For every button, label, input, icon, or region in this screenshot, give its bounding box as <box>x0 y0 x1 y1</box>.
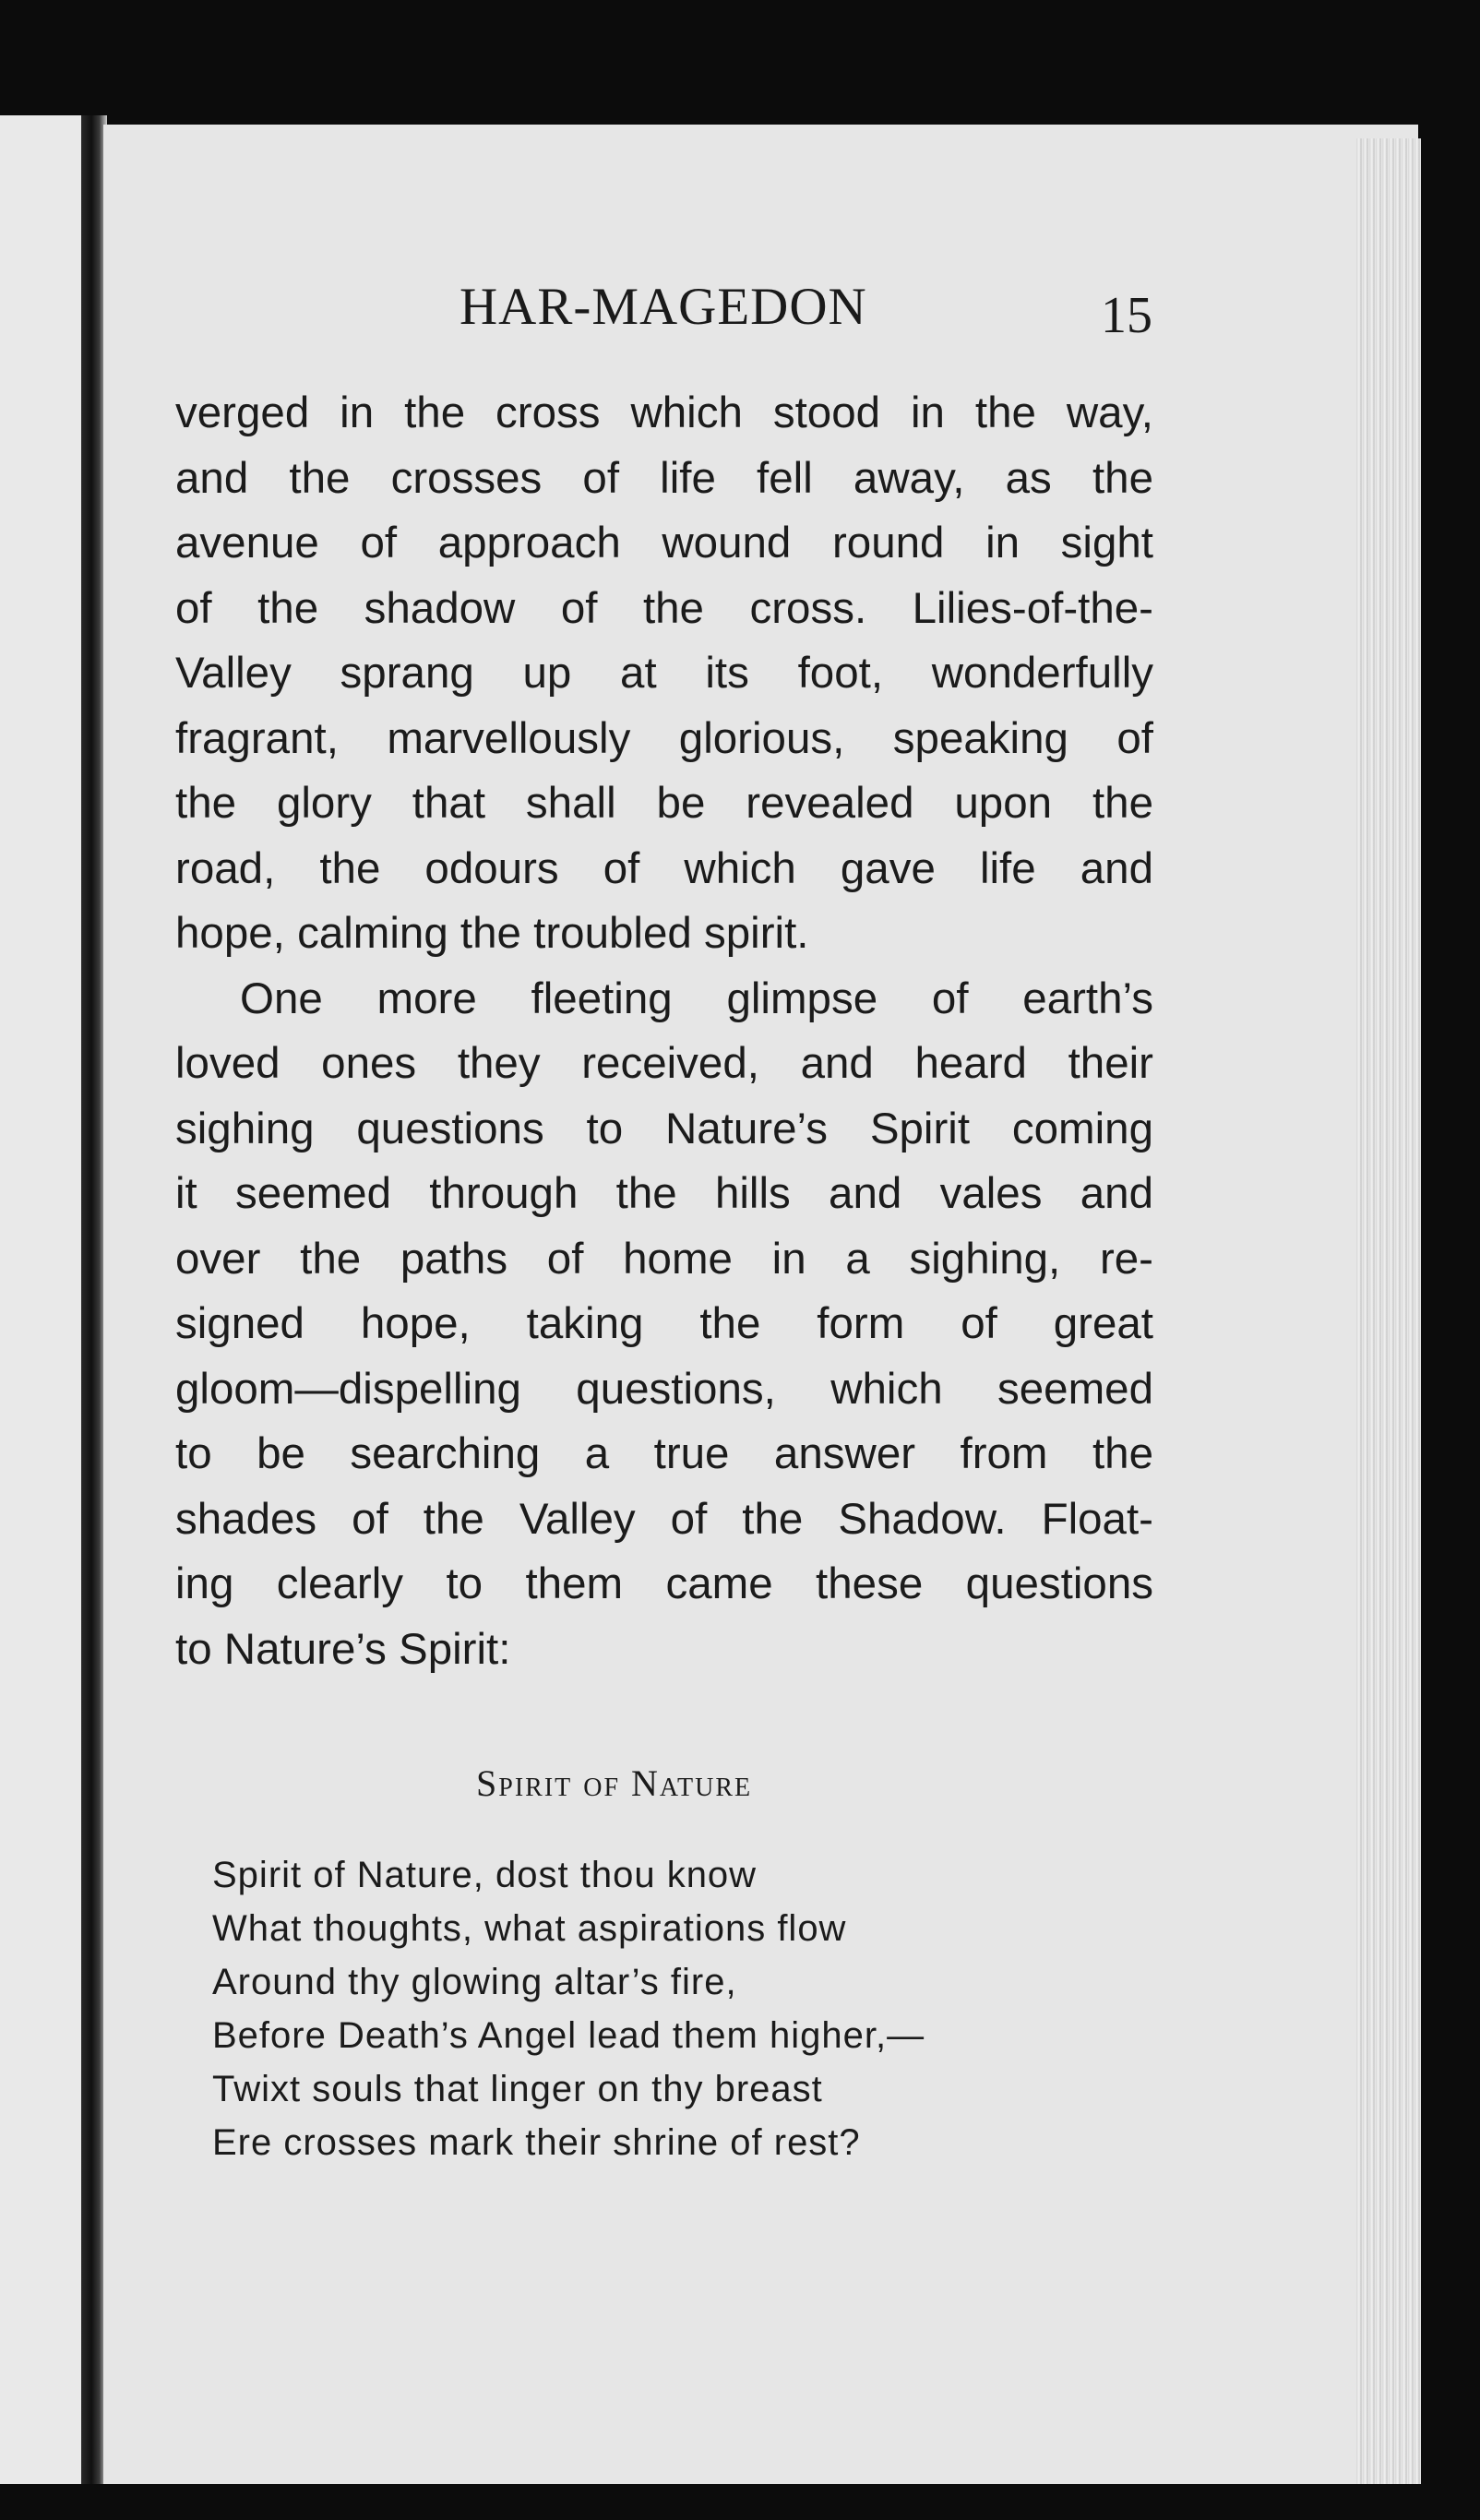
poem-line: What thoughts, what aspirations flow <box>212 1908 847 1949</box>
text-line: shades of the Valley of the Shadow. Float- <box>175 1494 1153 1544</box>
text-line: and the crosses of life fell away, as the <box>175 453 1153 503</box>
text-line: to Nature’s Spirit: <box>175 1624 511 1674</box>
text-line: it seemed through the hills and vales and <box>175 1169 1153 1218</box>
text-line: ing clearly to them came these questions <box>175 1559 1153 1608</box>
text-line: loved ones they received, and heard their <box>175 1039 1153 1088</box>
poem-line: Spirit of Nature, dost thou know <box>212 1855 758 1895</box>
poem <box>212 1848 925 2169</box>
page-stack-edge <box>1356 138 1421 2487</box>
text-line: road, the odours of which gave life and <box>175 843 1153 893</box>
text-line: the glory that shall be revealed upon the <box>175 779 1153 828</box>
body-text <box>175 381 1153 1682</box>
poem-line: Ere crosses mark their shrine of rest? <box>212 2122 861 2163</box>
text-line: gloom—dispelling questions, which seemed <box>175 1364 1153 1414</box>
page-number: 15 <box>1101 287 1152 344</box>
text-line: sighing questions to Nature’s Spirit coming <box>175 1104 1153 1153</box>
running-head: HAR-MAGEDON <box>460 278 867 336</box>
text-line: One more fleeting glimpse of earth’s <box>240 973 1153 1023</box>
facing-page-edge <box>0 115 88 2485</box>
text-line: avenue of approach wound round in sight <box>175 519 1153 567</box>
text-line: fragrant, marvellously glorious, speaking of <box>175 713 1153 763</box>
text-line: to be searching a true answer from the <box>175 1429 1153 1478</box>
text-line: of the shadow of the cross. Lilies-of-the- <box>175 583 1153 633</box>
text-line: signed hope, taking the form of great <box>175 1299 1153 1348</box>
poem-title: Spirit of Nature <box>476 1762 753 1804</box>
poem-line: Around thy glowing altar’s fire, <box>212 1962 737 2002</box>
text-line: Valley sprang up at its foot, wonderfully <box>175 649 1153 698</box>
scan-border <box>0 2484 1480 2520</box>
text-line: verged in the cross which stood in the way, <box>175 388 1153 437</box>
poem-line: Twixt souls that linger on thy breast <box>212 2069 823 2109</box>
text-line: over the paths of home in a sighing, re- <box>175 1234 1153 1284</box>
poem-line: Before Death’s Angel lead them higher,— <box>212 2015 925 2056</box>
text-line: hope, calming the troubled spirit. <box>175 909 809 958</box>
